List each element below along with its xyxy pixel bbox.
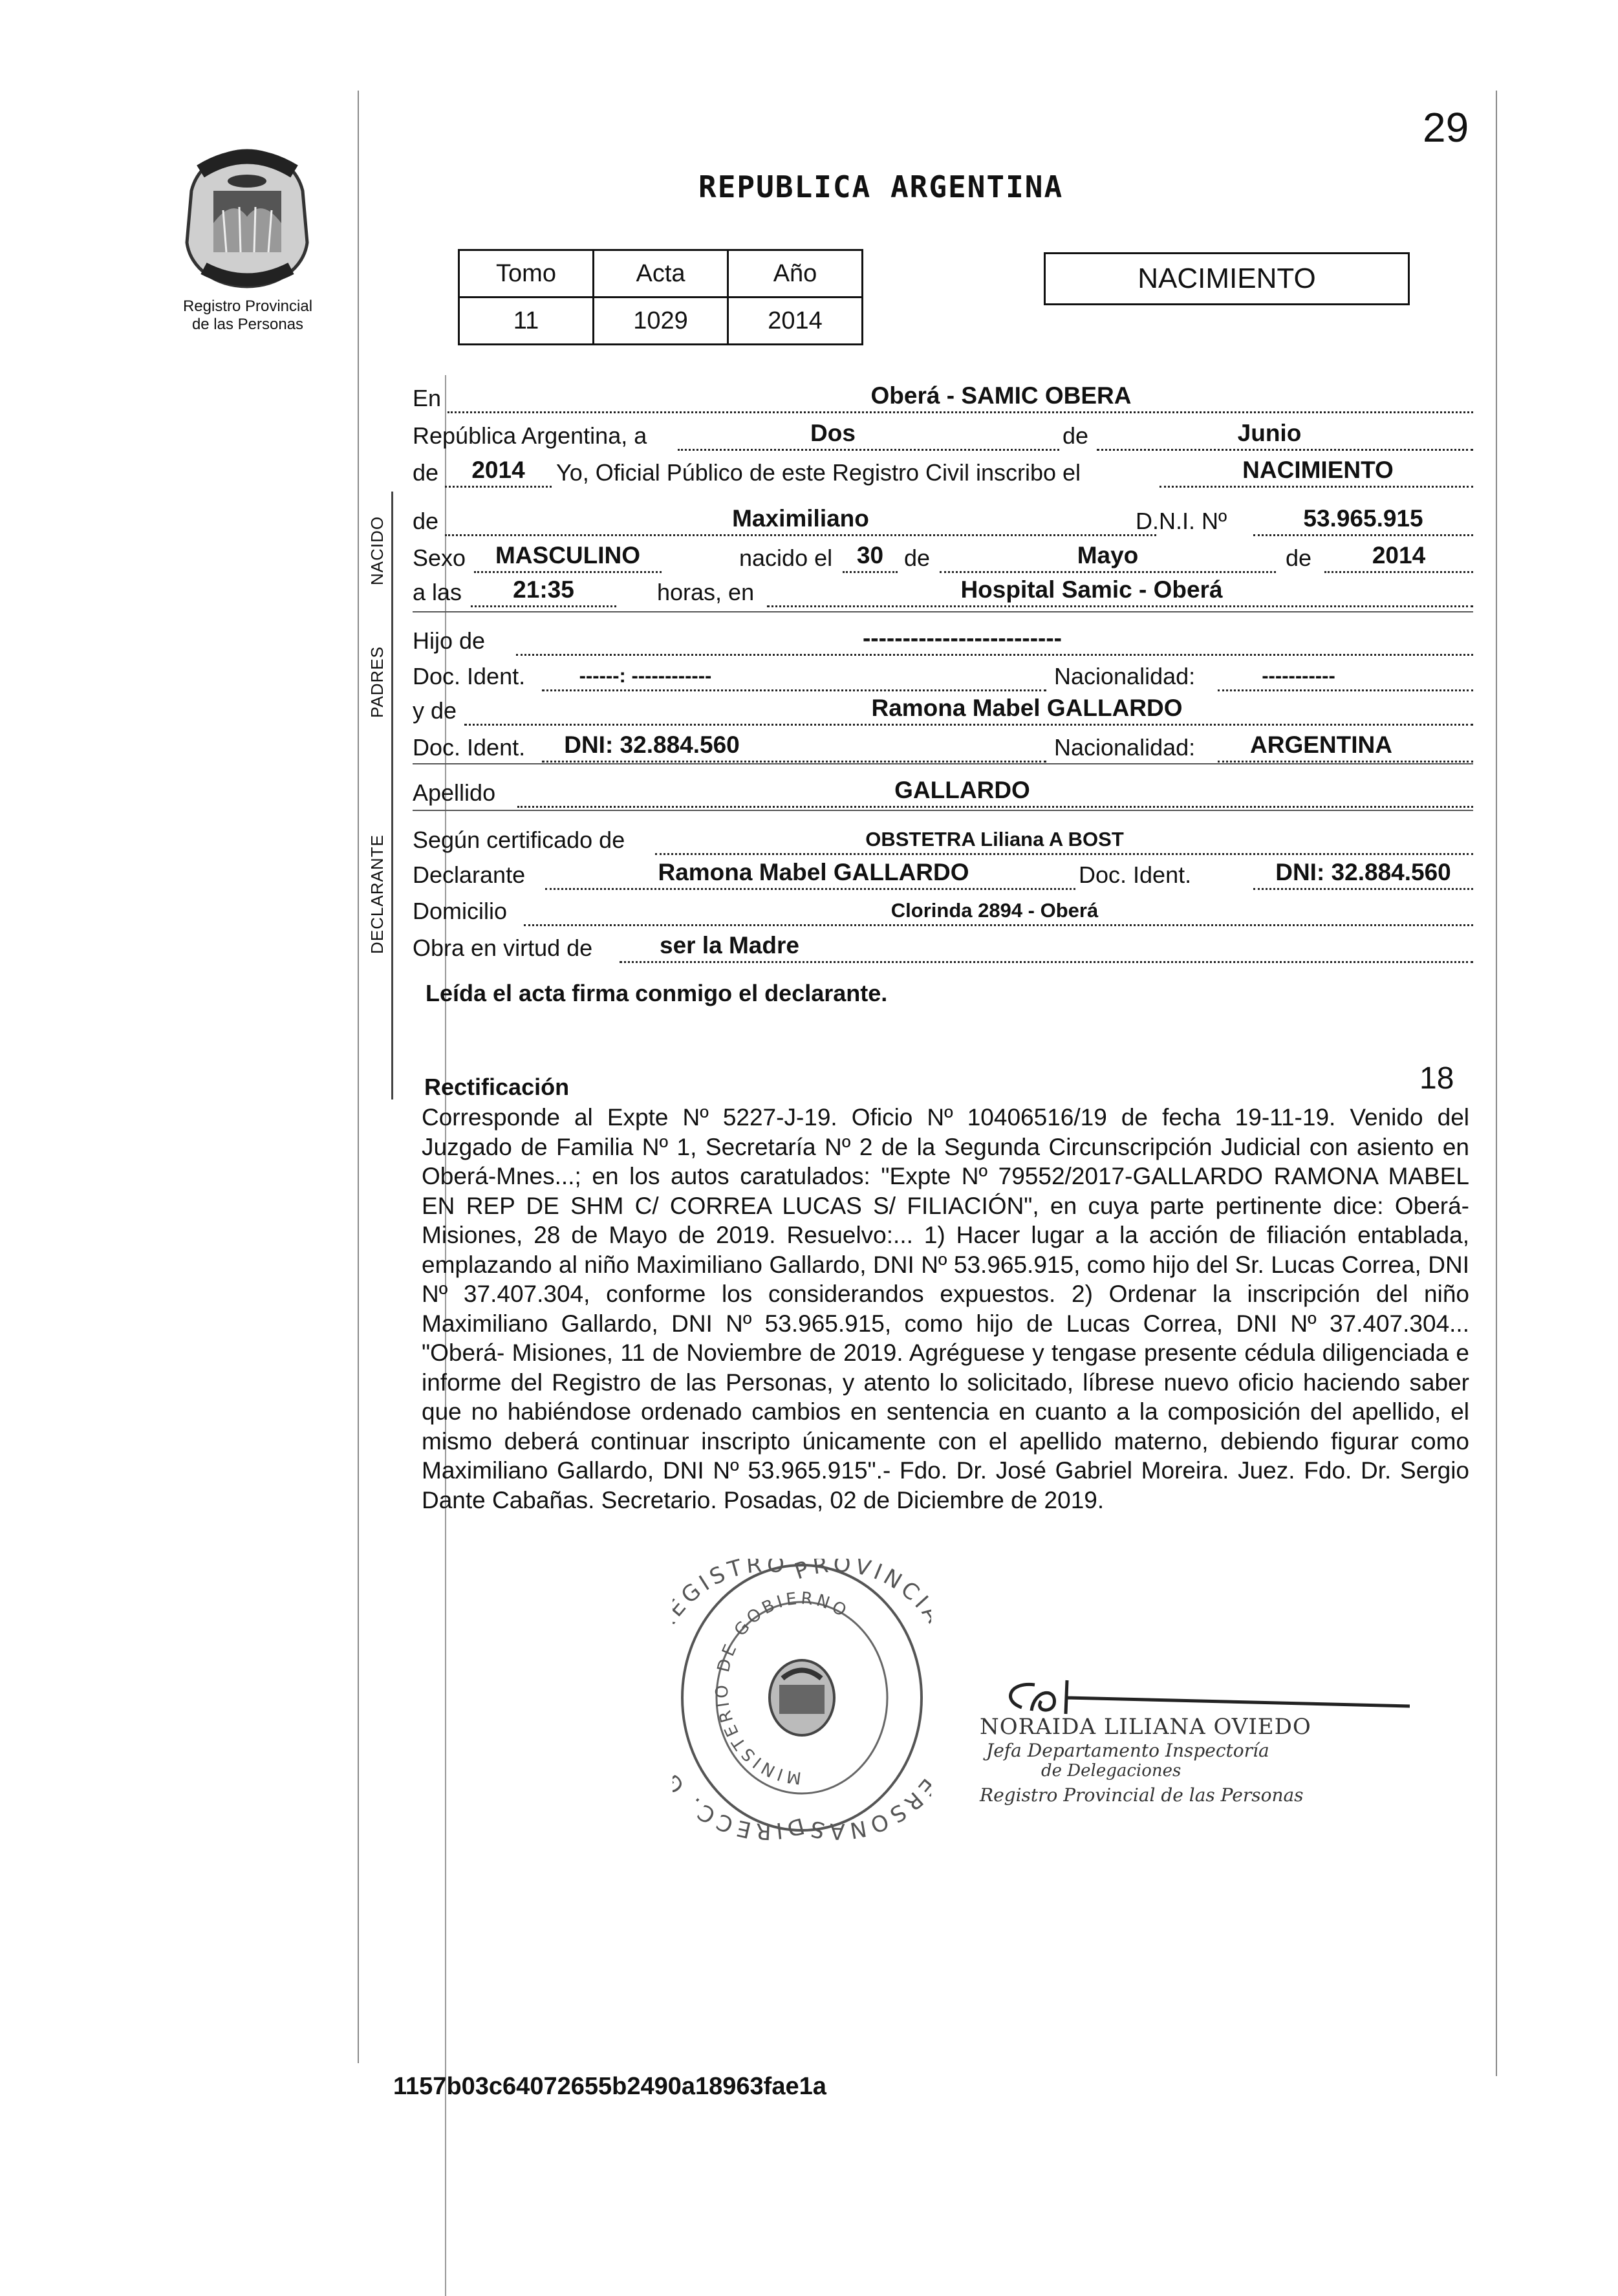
dotted-leader: [767, 605, 1473, 607]
madre-value: Ramona Mabel GALLARDO: [871, 695, 1183, 721]
rectificacion-number: 18: [1419, 1061, 1454, 1096]
acta-value: 1029: [594, 298, 728, 345]
dotted-leader: [1253, 888, 1473, 890]
nacionalidad2-label: Nacionalidad:: [1054, 734, 1196, 761]
signer-name: NORAIDA LILIANA OVIEDO: [980, 1714, 1311, 1740]
tomo-value: 11: [459, 298, 594, 345]
nac-mes-value: Mayo: [1077, 542, 1139, 569]
row-apellido: [413, 773, 1473, 810]
en-value: Oberá - SAMIC OBERA: [870, 382, 1132, 409]
side-label-padres: PADRES: [367, 646, 387, 718]
dotted-leader: [678, 449, 1059, 451]
declarante-doc-value: DNI: 32.884.560: [1275, 859, 1451, 885]
acta-header: Acta: [594, 250, 728, 298]
domicilio-label: Domicilio: [413, 898, 508, 924]
lugar-value: Hospital Samic - Oberá: [960, 576, 1223, 603]
rectificacion-title: Rectificación: [424, 1074, 570, 1100]
nac-dia-value: 30: [856, 542, 884, 569]
obra-label: Obra en virtud de: [413, 935, 593, 961]
hijo-de-value: -------------------------: [862, 625, 1062, 651]
right-margin-line: [1496, 91, 1497, 2076]
nacionalidad-label: Nacionalidad:: [1054, 663, 1196, 689]
anio-value: 2014: [728, 298, 863, 345]
horas-en-label: horas, en: [657, 579, 755, 605]
registro-label-line1: Registro Provincial: [182, 298, 313, 315]
dotted-leader: [1218, 761, 1473, 763]
row-madre: [413, 691, 1473, 728]
oficial-text: Yo, Oficial Público de este Registro Civil inscribo el: [556, 459, 1081, 486]
dotted-leader: [464, 724, 1473, 726]
dotted-leader: [620, 961, 1473, 963]
signer-block: [980, 1714, 1311, 1806]
y-de-label: y de: [413, 697, 457, 724]
madre-nac-value: ARGENTINA: [1250, 731, 1392, 758]
reference-table-values: [459, 298, 863, 345]
declarante-value: Ramona Mabel GALLARDO: [658, 859, 969, 885]
signer-line1: Jefa Departamento Inspectoría: [986, 1740, 1269, 1761]
row-en: [413, 378, 1473, 416]
inscribo-value: NACIMIENTO: [1242, 457, 1394, 483]
declarante-label: Declarante: [413, 861, 526, 888]
dia-value: Dos: [810, 420, 856, 446]
page-title: REPUBLICA ARGENTINA: [698, 169, 1064, 204]
segun-value: OBSTETRA Liliana A BOST: [865, 828, 1124, 850]
side-label-declarante: DECLARANTE: [367, 834, 387, 954]
divider-nacido-padres: [413, 611, 1473, 612]
page-number: 29: [1423, 104, 1469, 151]
dotted-leader: [1253, 534, 1473, 536]
anio-header: Año: [728, 250, 863, 298]
rectificacion-body: Corresponde al Expte Nº 5227-J-19. Oficio Nº 10406516/19 de fecha 19-11-19. Venido del Juzgado de Familia Nº 1, Secretaría Nº 2 de la Segunda Circunscripción Judicial con asiento en Oberá-Mnes...; en los autos caratulados: "Expte Nº 79552/2017-GALLARDO RAMONA MABEL EN REP DE SHM C/ CORREA LUCAS S/ FILIACIÓN", en cuya parte pertinente dice: Oberá-Misiones, 28 de Mayo de 2019. Resuelvo:... 1) Hacer lugar a la acción de filiación entablada, emplazando al niño Maximiliano Gallardo, DNI Nº 53.965.915, como hijo del Sr. Lucas Correa, DNI Nº 37.407.304, conforme los considerandos expuestos. 2) Ordenar la inscripción del niño Maximiliano Gallardo, DNI Nº 53.965.915, como hijo de Lucas Correa, DNI Nº 37.407.304... "Oberá- Misiones, 11 de Noviembre de 2019. Agréguese y tengase presente cédula diligenciada e informe del Registro de las Personas, y atento lo solicitado, líbrese nuevo oficio haciendo saber que no habiéndose ordenado cambios en sentencia en cuanto a la composición del apellido, el mismo deberá continuar inscripto únicamente con el apellido materno, debiendo figurar como Maximiliano Gallardo, DNI Nº 53.965.915".- Fdo. Dr. José Gabriel Moreira. Juez. Fdo. Dr. Sergio Dante Cabañas. Secretario. Posadas, 02 de Diciembre de 2019.: [422, 1104, 1469, 1513]
segun-label: Según certificado de: [413, 827, 625, 853]
dotted-leader: [445, 534, 1156, 536]
row-republica: [413, 416, 1473, 453]
stamp-image: [673, 1559, 931, 1843]
de2-label: de: [413, 459, 439, 486]
row-declarante: [413, 855, 1473, 893]
dotted-leader: [448, 411, 1473, 413]
dotted-leader: [545, 888, 1075, 890]
dotted-leader: [445, 486, 552, 488]
document-hash: 1157b03c64072655b2490a18963fae1a: [393, 2073, 826, 2100]
a-las-label: a las: [413, 579, 462, 605]
record-type-box: NACIMIENTO: [1044, 252, 1410, 305]
anio-value: 2014: [471, 457, 525, 483]
de-label: de: [1062, 422, 1089, 449]
de3-label: de: [413, 508, 439, 534]
stamp-inner-text: MINISTERIO DE GOBIERNO: [712, 1588, 853, 1788]
sexo-value: MASCULINO: [495, 542, 641, 569]
row-hora: [413, 572, 1473, 610]
dotted-leader: [542, 761, 1046, 763]
row-nombre: [413, 501, 1473, 539]
provincial-seal: [175, 146, 320, 291]
side-label-nacido: NACIDO: [367, 515, 387, 585]
registro-label-line2: de las Personas: [191, 316, 304, 333]
dotted-leader: [516, 654, 1473, 656]
seal-image: [175, 146, 320, 291]
nacido-el-label: nacido el: [739, 545, 833, 571]
dotted-leader: [517, 806, 1473, 808]
obra-value: ser la Madre: [660, 932, 799, 958]
doc-ident2-label: Doc. Ident.: [413, 734, 526, 761]
left-margin-line: [358, 91, 359, 2063]
row-madre-doc: [413, 728, 1473, 765]
padre-doc-value: ------: ------------: [579, 664, 712, 687]
row-sexo: [413, 538, 1473, 576]
row-segun: [413, 820, 1473, 858]
closing-text: Leída el acta firma conmigo el declarante.: [426, 980, 888, 1006]
apellido-label: Apellido: [413, 779, 496, 806]
republica-label: República Argentina, a: [413, 422, 647, 449]
dotted-leader: [1097, 449, 1473, 451]
nombre-value: Maximiliano: [732, 505, 869, 532]
row-obra: [413, 928, 1473, 966]
row-inscribo: [413, 453, 1473, 490]
stamp-outer-text: DIRECC. GISTRO PROVINC RSONAS: [676, 1559, 928, 1843]
reference-table: [458, 249, 863, 345]
row-padre-doc: [413, 656, 1473, 694]
row-hijo-de: [413, 621, 1473, 658]
de5-label: de: [1286, 545, 1312, 571]
hijo-de-label: Hijo de: [413, 627, 486, 654]
sexo-label: Sexo: [413, 545, 466, 571]
section-divider-line: [391, 492, 393, 1099]
row-domicilio: [413, 891, 1473, 929]
nac-anio-value: 2014: [1372, 542, 1426, 569]
dni-value: 53.965.915: [1303, 505, 1423, 532]
dotted-leader: [1160, 486, 1473, 488]
apellido-value: GALLARDO: [894, 777, 1030, 803]
doc-ident3-label: Doc. Ident.: [1079, 861, 1192, 888]
doc-ident-label: Doc. Ident.: [413, 663, 526, 689]
registro-label: [160, 298, 335, 334]
dotted-leader: [524, 924, 1473, 926]
official-stamp: [673, 1559, 931, 1843]
mes-value: Junio: [1237, 420, 1302, 446]
domicilio-value: Clorinda 2894 - Oberá: [890, 899, 1099, 922]
madre-doc-value: DNI: 32.884.560: [564, 731, 740, 758]
signer-line2: de Delegaciones: [1041, 1761, 1181, 1781]
en-label: En: [413, 385, 442, 411]
tomo-header: Tomo: [459, 250, 594, 298]
dotted-leader: [471, 605, 616, 607]
dni-label: D.N.I. Nº: [1136, 508, 1227, 534]
signer-line3: Registro Provincial de las Personas: [980, 1784, 1304, 1806]
padre-nac-value: -----------: [1262, 664, 1335, 687]
hora-value: 21:35: [513, 576, 574, 603]
reference-table-header: [459, 250, 863, 298]
de4-label: de: [904, 545, 931, 571]
